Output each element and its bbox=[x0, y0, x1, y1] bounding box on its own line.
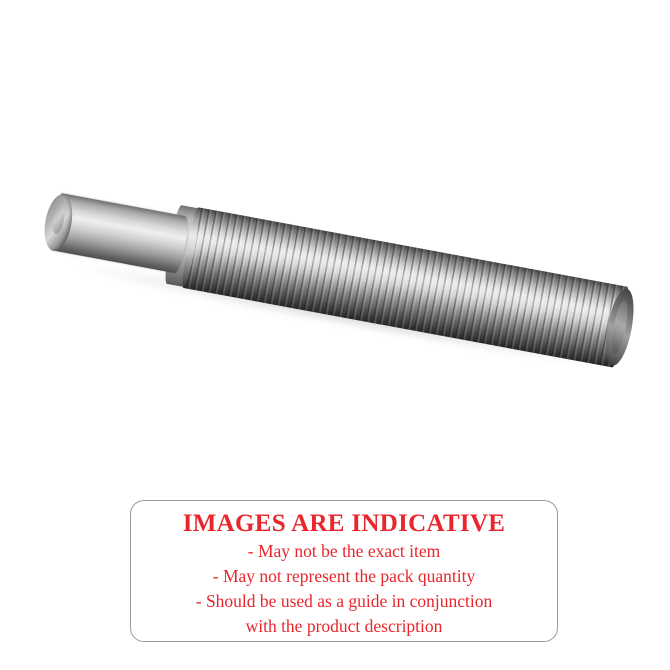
notice-line-3: - Should be used as a guide in conjunction bbox=[195, 591, 493, 611]
timing-pulley-illustration bbox=[28, 165, 643, 412]
indicative-images-notice bbox=[130, 500, 558, 642]
pulley-toothed-body bbox=[180, 207, 632, 369]
notice-line-2: - May not represent the pack quantity bbox=[212, 566, 476, 586]
notice-line-1: - May not be the exact item bbox=[247, 541, 441, 561]
notice-line-4: with the product description bbox=[245, 616, 443, 636]
notice-title: IMAGES ARE INDICATIVE bbox=[182, 510, 506, 537]
